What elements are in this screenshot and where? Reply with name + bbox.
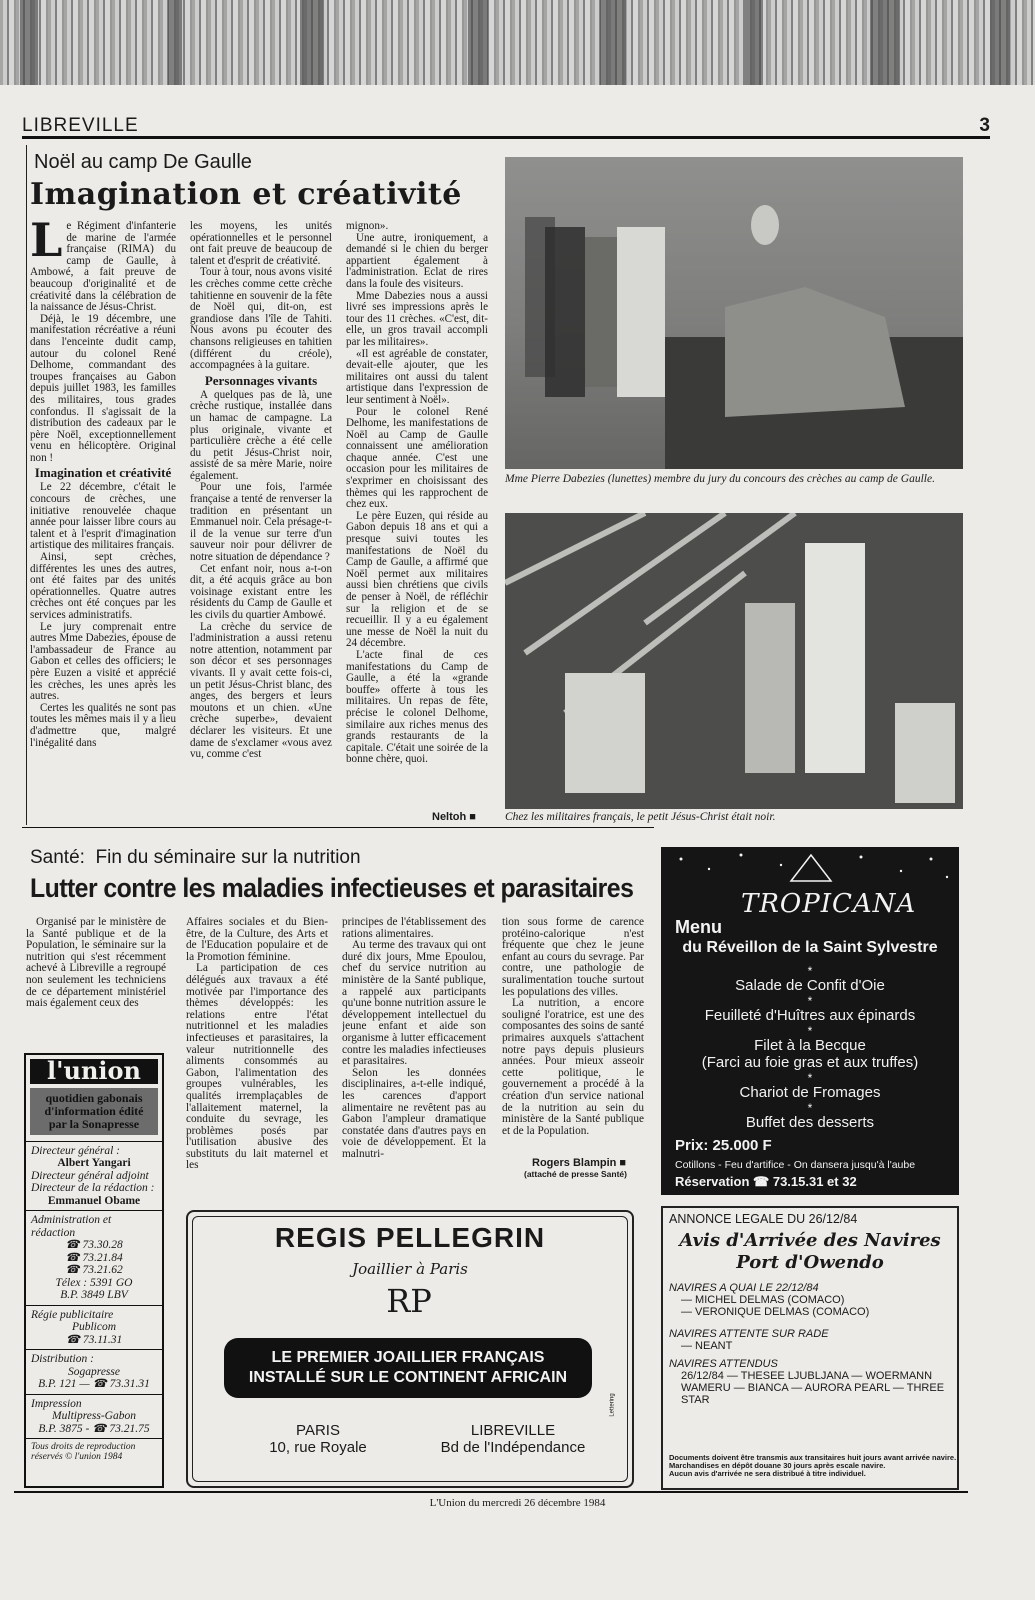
menu-items xyxy=(661,965,959,1132)
reservation: Réservation ☎ 73.15.31 et 32 xyxy=(675,1174,857,1189)
menu-item: Salade de Confit d'Oie xyxy=(735,977,885,994)
city: LIBREVILLE xyxy=(470,1422,556,1439)
footnote: Marchandises en dépôt douane 30 jours après escale navire. xyxy=(669,1461,886,1470)
ship: — MICHEL DELMAS (COMACO) xyxy=(681,1294,845,1306)
address-libreville xyxy=(428,1422,598,1456)
notice-title xyxy=(663,1230,957,1274)
paragraph: La participation de ces délégués aux travaux a été motivée par l'importance des thèmes développés: les relations entre l'état nutritionnel et les maladies infectieuses et parasitaires, la valeur nutritionnelle des aliments consommés au Gabon, l'alimentation des groupes vulnérables, les qualités irremplaçables de l'allaitement maternel, la conduite du sevrage, les problèmes posés par l'utilisation abusive des substituts du lait maternel et les xyxy=(186,962,328,1172)
section-divider xyxy=(22,827,654,828)
editor-name: Emmanuel Obame xyxy=(47,1194,141,1207)
distribution-contact: B.P. 121 — ☎ 73.31.31 xyxy=(38,1378,150,1390)
paragraph: Le jury comprenait entre autres Mme Dabezies, épouse de l'ambassadeur de France au Gabon et celles des officiers; le père Euzen a visité et apprécié les crèches, les unes après les autres. xyxy=(30,620,176,703)
kicker-label: Santé: xyxy=(30,847,85,868)
ships-at-quay xyxy=(669,1282,869,1318)
title-line: Avis d'Arrivée des Navires xyxy=(679,1230,941,1251)
sparkle-decoration-icon xyxy=(661,847,959,887)
extras: Cotillons - Feu d'artifice - On dansera jusqu'à l'aube xyxy=(675,1159,916,1171)
ad-tropicana xyxy=(661,847,959,1195)
paragraph: Déjà, le 19 décembre, une manifestation récréative a réuni dans l'enceinte dudit camp, autour du colonel René Delhome, commandant des troupes françaises au Gabon depuis juillet 1983, les familles des militaires, tous grades confondus. Il s'agissait de la distribution des cadeaux par le père Noël, exceptionnellement venu en hélicoptère. Original non ! xyxy=(30,312,176,464)
paragraph: Pour une fois, l'armée française a tenté de renverser la tradition en présentant un Emmanuel noir. Cela présage-t-il de la venue sur terre d'un sauveur noir pour délivrer de notre situation de dépendance ? xyxy=(190,481,332,564)
masthead-brand: l'union xyxy=(30,1059,158,1084)
ads-label: Régie publicitaire xyxy=(31,1308,114,1321)
paragraph: Cet enfant noir, nous a-t-on dit, a été acquis grâce au bon voisinage existant entre les résidents du Camp de Gaulle et les civils du quartier Ambowé. xyxy=(190,562,332,621)
postal-box: B.P. 3849 LBV xyxy=(60,1289,128,1301)
price: Prix: 25.000 F xyxy=(675,1137,772,1154)
ads-phone: ☎ 73.11.31 xyxy=(65,1333,123,1346)
footer-rule xyxy=(14,1491,968,1493)
menu-item: Chariot de Fromages xyxy=(739,1084,881,1101)
paragraph: e Régiment d'infanterie de marine de l'armée française (RIMA) du camp de Gaulle, à Ambowé, a fait preuve de beaucoup d'originalité et de créativité dans la célébration de la naissance de Jésus-Christ. xyxy=(30,221,176,314)
article2-column-2 xyxy=(186,917,328,1185)
ship: — VERONIQUE DELMAS (COMACO) xyxy=(681,1306,870,1318)
paragraph: Certes les qualités ne sont pas toutes les mêmes mais il y a lieu d'admettre que, malgré l'inégalité dans xyxy=(30,701,176,749)
jeweler-name: REGIS PELLEGRIN xyxy=(274,1222,546,1253)
menu-label: Menu xyxy=(675,917,722,937)
masthead-box xyxy=(24,1053,164,1488)
print-label: Impression xyxy=(31,1397,82,1410)
page-footer: L'Union du mercredi 26 décembre 1984 xyxy=(429,1497,606,1509)
star-separator: * xyxy=(807,1024,813,1038)
article2-column-3 xyxy=(342,917,486,1185)
street: 10, rue Royale xyxy=(269,1439,367,1456)
star-separator: * xyxy=(807,1101,813,1115)
article2-column-1 xyxy=(26,917,166,1047)
paragraph: les moyens, les unités opérationnelles et le personnel ont fait preuve de beaucoup de talent et d'esprit de créativité. xyxy=(190,221,332,267)
ad-regis-pellegrin xyxy=(186,1210,634,1488)
phone: ☎ 73.21.62 xyxy=(65,1264,123,1276)
subheading: Imagination et créativité xyxy=(34,465,172,481)
title-line: Port d'Owendo xyxy=(736,1252,884,1273)
menu-item: (Farci au foie gras et aux truffes) xyxy=(701,1054,919,1071)
phone: ☎ 73.30.28 xyxy=(65,1239,123,1251)
paragraph: Une autre, ironiquement, a demandé si le chien du berger appartient également à l'administration. Eclat de rires dans la foule des visiteurs. xyxy=(346,231,488,290)
tropicana-brand: TROPICANA xyxy=(741,889,917,919)
column-rule xyxy=(26,145,27,825)
paragraph: Le père Euzen, qui réside au Gabon depuis 18 ans et qui a presque suivi toutes les manifestations de Noël du Camp de Gaulle, a affirmé que Noël permet aux militaires aussi bien chrétiens que civils de penser à Noël, de réfléchir sur la religion et de se recueillir. Il y a eu également une messe de Noël la nuit du 24 décembre. xyxy=(346,509,488,650)
menu-item: Buffet des desserts xyxy=(745,1114,875,1131)
phone: ☎ 73.21.84 xyxy=(65,1251,123,1264)
star-separator: * xyxy=(807,994,813,1008)
article2-kicker xyxy=(30,847,361,869)
paragraph: «Il est agréable de constater, devait-elle ajouter, que les militaires ont aussi du talent artistique dans l'expression de leur sentiment à Noël». xyxy=(346,347,488,406)
slogan-line: LE PREMIER JOAILLIER FRANÇAIS xyxy=(271,1349,545,1366)
article1-column-3 xyxy=(346,221,488,813)
paragraph: L'acte final de ces manifestations du Camp de Gaulle, a été la «grande bouffe» offerte à tous les militaires. Un repas de fête, précise le colonel Delhome, similaire aux riches menus des grands restaurants de la capitale. C'était une soirée de la bonne chère, quoi. xyxy=(346,648,488,766)
article1-headline: Imagination et créativité xyxy=(30,177,462,212)
article1-signature: Neltoh ■ xyxy=(432,811,476,823)
star-separator: * xyxy=(807,964,813,978)
kicker-text: Fin du séminaire sur la nutrition xyxy=(95,847,361,868)
photo-jury xyxy=(505,157,963,469)
rights-notice: Tous droits de reproduction réservés © l'union 1984 xyxy=(26,1438,162,1465)
paragraph: mignon». xyxy=(346,221,389,232)
print-contact: B.P. 3875 - ☎ 73.21.75 xyxy=(38,1422,150,1435)
telex: Télex : 5391 GO xyxy=(55,1276,133,1289)
paragraph: Le 22 décembre, c'était le concours de crèches, une initiative renouvelée chaque année pour laisser libre cours au talent et à l'esprit d'imagination artistique des militaires français. xyxy=(30,481,176,552)
lettering-credit: Lettering xyxy=(609,1393,616,1417)
distribution-name: Sogapresse xyxy=(68,1365,120,1378)
page-header xyxy=(22,115,990,139)
paragraph: tion sous forme de carence protéino-calorique n'est fréquente que chez le jeune enfant au cours du sevrage. Par contre, une pathologie de suralimentation touche surtout les populations des villes. xyxy=(502,917,644,998)
admin-label: Administration et rédaction xyxy=(31,1214,112,1239)
article1-column-1 xyxy=(30,221,176,825)
article1-kicker: Noël au camp De Gaulle xyxy=(34,151,252,173)
notice-header: ANNONCE LEGALE DU 26/12/84 xyxy=(669,1212,858,1226)
section-city: LIBREVILLE xyxy=(22,115,139,136)
paragraph: Selon les données disciplinaires, a-t-elle indiqué, les carences d'apport alimentaire ne revêtent pas au Gabon l'ampleur dramatique constatée dans d'autres pays en voie de développement. Et la malnutri- xyxy=(342,1066,486,1160)
article2-column-4 xyxy=(502,917,644,1157)
menu-item: Filet à la Becque xyxy=(754,1037,866,1054)
print-name: Multipress-Gabon xyxy=(52,1410,136,1422)
paragraph: Pour le colonel René Delhome, les manifestations de Noël au Camp de Gaulle connaissent une amélioration chaque année. C'est une occasion pour les militaires de s'exprimer en choisissant des thèmes qui les rapprochent de chez eux. xyxy=(346,405,488,511)
deputy-label: Directeur général adjoint xyxy=(31,1169,149,1182)
city: PARIS xyxy=(296,1422,340,1439)
article2-headline: Lutter contre les maladies infectieuses et parasitaires xyxy=(30,873,634,903)
footnote: Aucun avis d'arrivée ne sera distribué à titre individuel. xyxy=(669,1469,866,1478)
photo-creche xyxy=(505,513,963,809)
paragraph: Ainsi, sept crèches, différentes les unes des autres, ont été faites par des unités opérationnelles. Quatre autres crèches ont été conçues par les services administratifs. xyxy=(30,551,176,621)
paragraph: La nutrition, a encore souligné l'oratrice, est une des composantes des soins de santé primaires auxquels s'attachent notre pays depuis plusieurs années. Pour mieux asseoir cette politique, le gouvernement a procédé à la création d'un service national de la nutrition au sein du ministère de la Santé publique et de la Population. xyxy=(502,997,644,1137)
director-name: Albert Yangari xyxy=(57,1157,131,1169)
legal-notice xyxy=(661,1206,959,1490)
newspaper-page xyxy=(0,85,1035,1600)
masthead-tagline: quotidien gabonais d'information édité par la Sonapresse xyxy=(30,1088,158,1135)
jeweler-subtitle: Joaillier à Paris xyxy=(352,1260,468,1278)
photo-creche-caption: Chez les militaires français, le petit Jésus-Christ était noir. xyxy=(505,811,776,823)
paragraph: Affaires sociales et du Bien-être, de la Culture, des Arts et de l'Education populaire et de la Promotion féminine. xyxy=(186,917,328,963)
photo-jury-caption: Mme Pierre Dabezies (lunettes) membre du jury du concours des crèches au camp de Gaulle. xyxy=(505,473,935,485)
editor-label: Directeur de la rédaction : xyxy=(31,1182,155,1194)
paragraph: A quelques pas de là, une crèche rustique, installée dans un hamac de campagne. La plus originale, vivante et particulière crèche a été celle du petit Jésus-Christ noir, assisté de sa mère Marie, noire également. xyxy=(190,388,332,482)
article1-column-2 xyxy=(190,221,332,825)
scan-artifact-band xyxy=(0,0,1035,85)
dropcap: L xyxy=(30,221,63,267)
ads-name: Publicom xyxy=(71,1321,117,1333)
paragraph: Au terme des travaux qui ont duré dix jours, Mme Epoulou, chef du service nutrition au ministère de la Santé publique, a rappelé aux participants qu'une bonne nutrition assure le développement intellectuel du jeune enfant et aide son organisme à lutter efficacement contre les maladies infectieuses et parasitaires. xyxy=(342,939,486,1068)
paragraph: Tour à tour, nous avons visité les crèches comme cette crèche tahitienne en souvenir de la fête de Noël qui, dit-on, est grandiose dans l'île de Tahiti. Nous avons pu écouter des chansons religieuses en tahitien (différent du créole), accompagnées à la guitare. xyxy=(190,266,332,372)
slogan-banner xyxy=(224,1338,592,1398)
notice-footer xyxy=(669,1454,956,1478)
ship: 26/12/84 — THESEE LJUBLJANA — WOERMANN WAMERU — BIANCA — AURORA PEARL — THREE STAR xyxy=(681,1370,945,1406)
ship: — NEANT xyxy=(681,1340,733,1352)
menu-title: du Réveillon de la Saint Sylvestre xyxy=(682,939,938,956)
address-paris xyxy=(248,1422,388,1456)
section-label: NAVIRES ATTENDUS xyxy=(669,1358,778,1370)
article2-signature: Rogers Blampin ■ xyxy=(532,1157,627,1169)
star-separator: * xyxy=(807,1071,813,1085)
street: Bd de l'Indépendance xyxy=(440,1439,586,1456)
menu-item: Feuilleté d'Huîtres aux épinards xyxy=(704,1007,916,1024)
page-number: 3 xyxy=(979,115,990,136)
ships-expected xyxy=(669,1358,951,1406)
ships-waiting xyxy=(669,1328,829,1352)
article2-signature-role: (attaché de presse Santé) xyxy=(524,1169,627,1179)
director-label: Directeur général : xyxy=(31,1144,120,1157)
paragraph: Organisé par le ministère de la Santé publique et de la Population, le séminaire sur la nutrition qui s'est récemment achevé à Libreville a regroupé non seulement les techniciens de ce département ministériel mais également ceux des xyxy=(26,917,166,1010)
section-label: NAVIRES A QUAI LE 22/12/84 xyxy=(669,1282,819,1294)
paragraph: principes de l'établissement des rations alimentaires. xyxy=(342,917,486,940)
jeweler-logo: RP xyxy=(386,1282,432,1320)
paragraph: La crèche du service de l'administration a aussi retenu notre attention, notamment par son décor et ses personnages vivants. Il y avait cette fois-ci, un petit Jésus-Christ blanc, des anges, des bergers et leurs moutons et un chien. «Une crèche superbe», devaient déclarer les visiteurs. Et une dame de s'exclamer «vous avez vu, comme c'est xyxy=(190,620,332,761)
paragraph: Mme Dabezies nous a aussi livré ses impressions après le tour des 11 crèches. «C'est, dit-elle, un gros travail accompli par les militaires». xyxy=(346,289,488,348)
distribution-label: Distribution : xyxy=(31,1353,94,1365)
footnote: Documents doivent être transmis aux transitaires huit jours avant arrivée navire. xyxy=(669,1453,957,1462)
subheading: Personnages vivants xyxy=(204,372,318,388)
slogan-line: INSTALLÉ SUR LE CONTINENT AFRICAIN xyxy=(248,1369,568,1386)
section-label: NAVIRES ATTENTE SUR RADE xyxy=(669,1328,829,1340)
